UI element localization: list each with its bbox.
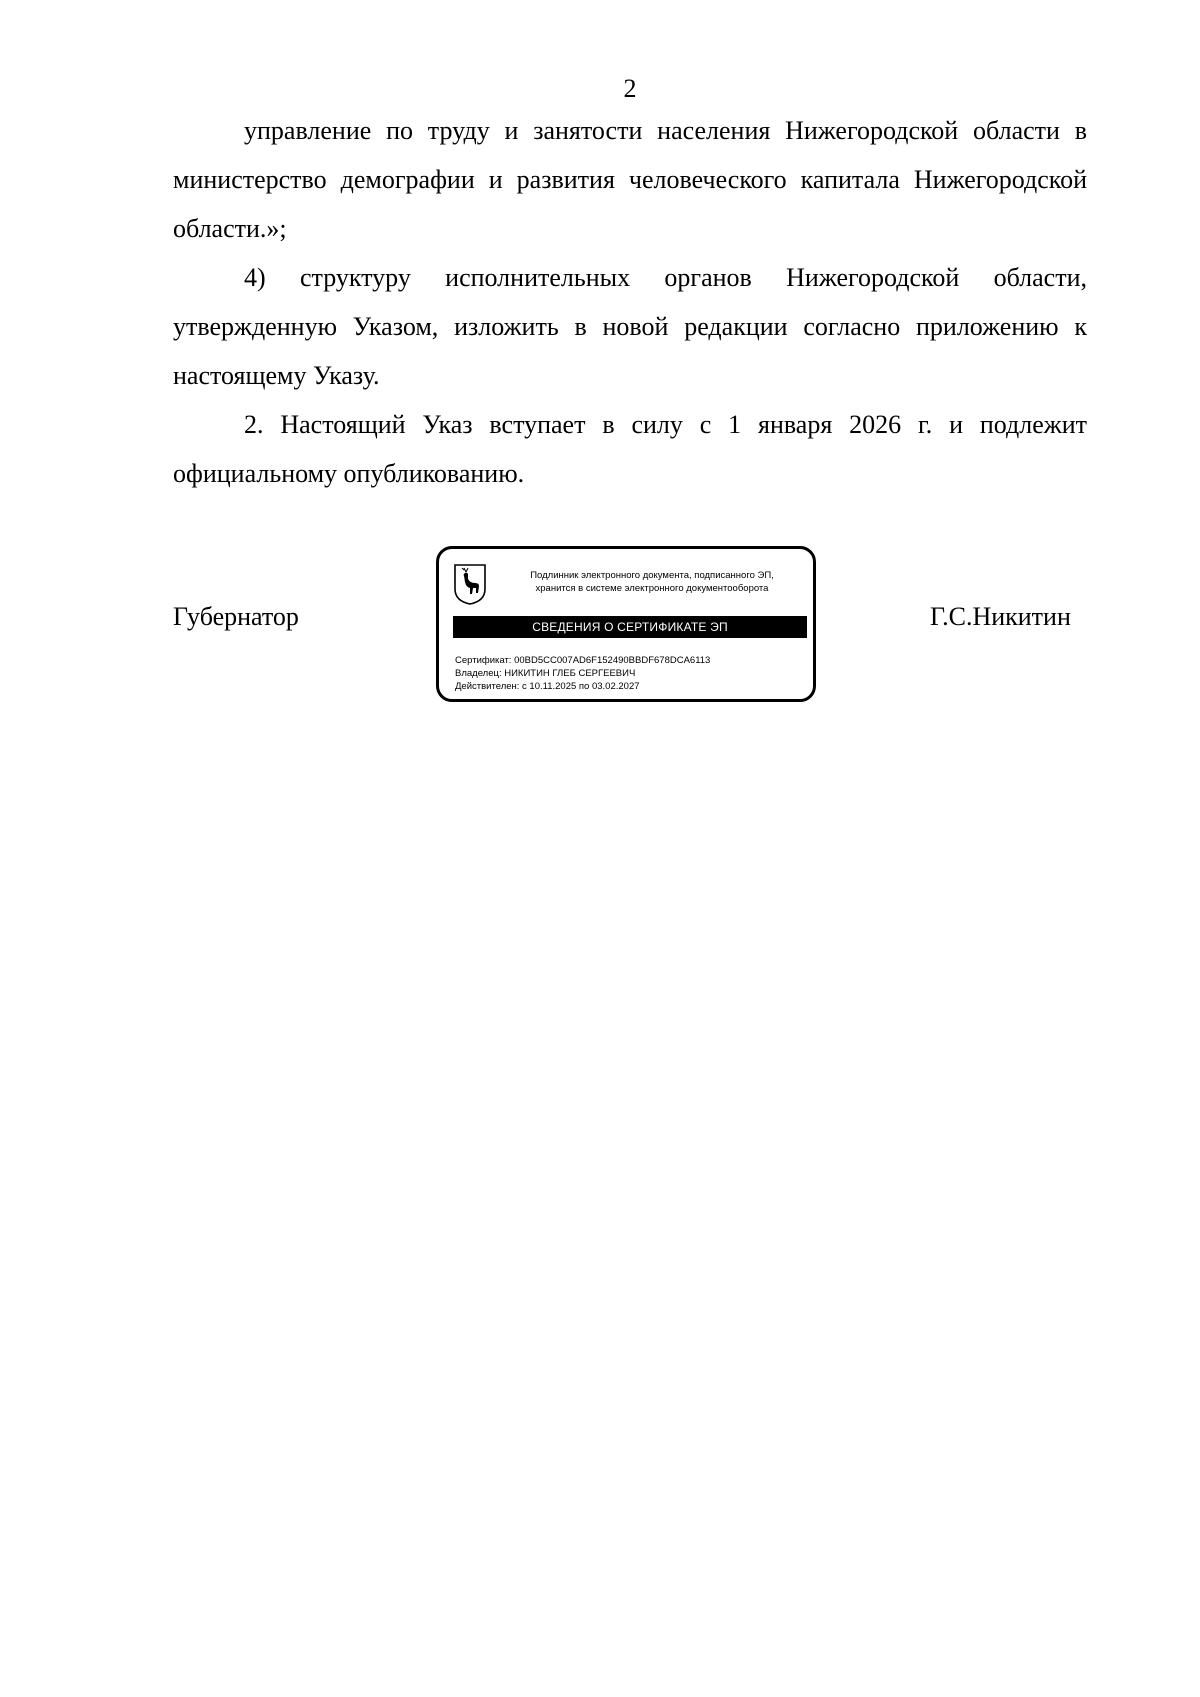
stamp-header [495, 569, 809, 595]
paragraph-1: управление по труду и занятости населения Нижегородской области в министерство демографии и развития человеческого капитала Нижегородской области.»; [173, 116, 1087, 243]
certificate-owner: Владелец: НИКИТИН ГЛЕБ СЕРГЕЕВИЧ [455, 668, 636, 679]
signatory-name: Г.С.Никитин [930, 602, 1071, 631]
stamp-certificate-details [455, 654, 805, 693]
paragraph-3: 2. Настоящий Указ вступает в силу с 1 января 2026 г. и подлежит официальному опубликованию. [173, 410, 1087, 488]
stamp-header-line-1: Подлинник электронного документа, подписанного ЭП, [530, 570, 774, 581]
certificate-number: Сертификат: 00BD5CC007AD6F152490BBDF678DCA6113 [455, 655, 711, 666]
signatory-title: Губернатор [173, 602, 299, 631]
electronic-signature-stamp [436, 546, 816, 702]
stamp-header-line-2: хранится в системе электронного документооборота [535, 583, 769, 594]
stamp-certificate-bar: СВЕДЕНИЯ О СЕРТИФИКАТЕ ЭП [453, 616, 807, 638]
certificate-validity: Действителен: с 10.11.2025 по 03.02.2027 [455, 681, 640, 692]
coat-of-arms-deer-icon [453, 563, 487, 605]
paragraph-2: 4) структуру исполнительных органов Нижегородской области, утвержденную Указом, изложить в новой редакции согласно приложению к настоящему Указу. [173, 263, 1087, 390]
document-body [173, 106, 1087, 498]
page-number: 2 [623, 74, 637, 103]
